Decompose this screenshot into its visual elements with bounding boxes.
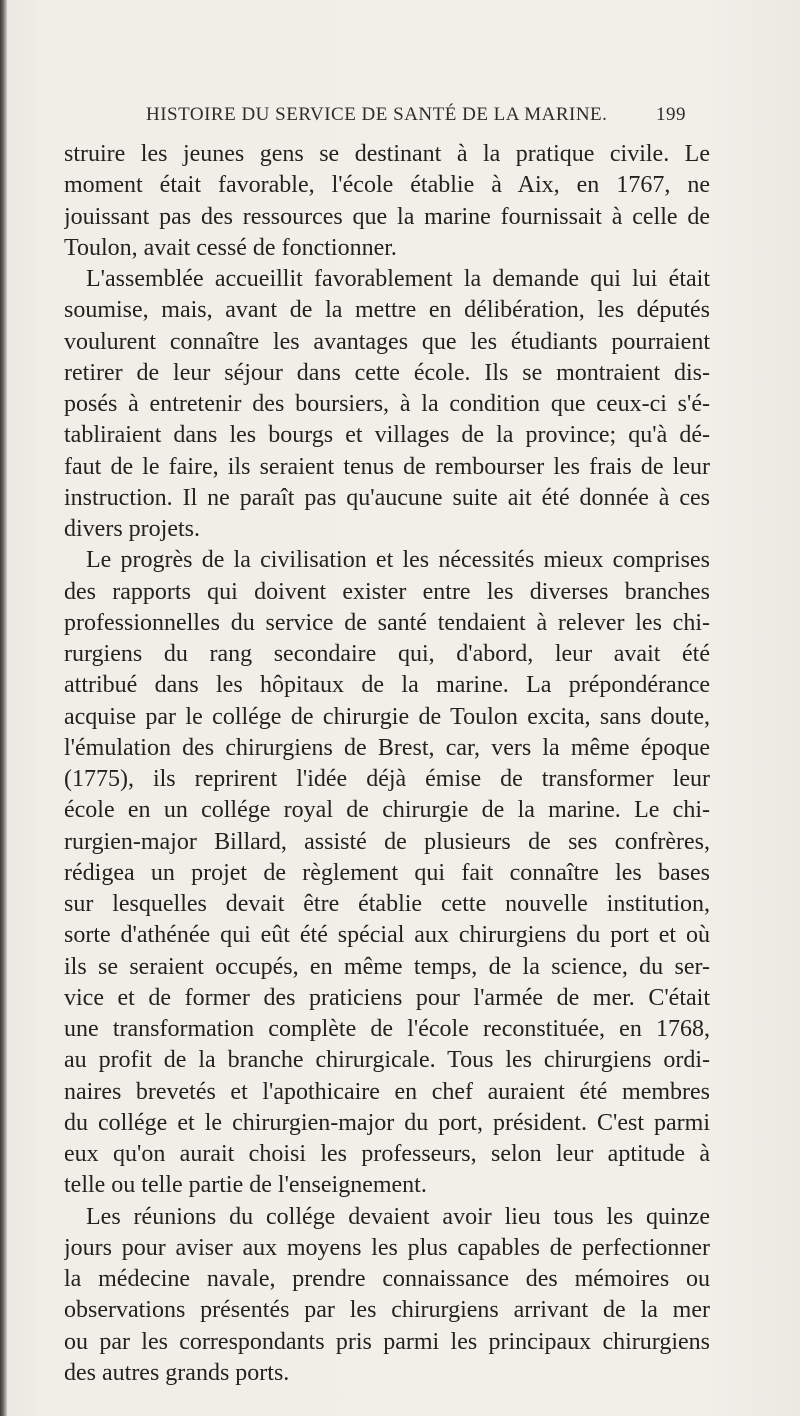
text-line: des rapports qui doivent exister entre les diverses branches xyxy=(64,578,710,605)
body-text xyxy=(64,139,710,1389)
text-line: attribué dans les hôpitaux de la marine. La prépondérance xyxy=(64,672,710,699)
text-line: struire les jeunes gens se destinant à la pratique civile. Le xyxy=(64,141,710,167)
text-line: eux qu'on aurait choisi les professeurs, selon leur aptitude à xyxy=(64,1141,710,1167)
text-line: vice et de former des praticiens pour l'armée de mer. C'était xyxy=(64,984,710,1011)
text-line: tabliraient dans les bourgs et villages de la province; qu'à dé- xyxy=(64,422,710,449)
text-line: acquise par le collége de chirurgie de Toulon excita, sans doute, xyxy=(64,703,710,730)
text-line: jours pour aviser aux moyens les plus capables de perfectionner xyxy=(64,1234,710,1261)
text-line: l'émulation des chirurgiens de Brest, car, vers la même époque xyxy=(64,734,710,761)
text-line: moment était favorable, l'école établie à Aix, en 1767, ne xyxy=(64,172,710,199)
text-line: jouissant pas des ressources que la marine fournissait à celle de xyxy=(64,203,710,230)
text-line: au profit de la branche chirurgicale. Tous les chirurgiens ordi- xyxy=(64,1047,710,1074)
running-header xyxy=(146,104,686,132)
text-line: (1775), ils reprirent l'idée déjà émise de transformer leur xyxy=(64,766,710,792)
text-line: faut de le faire, ils seraient tenus de rembourser les frais de leur xyxy=(64,453,710,480)
text-line: Les réunions du collége devaient avoir lieu tous les quinze xyxy=(86,1203,710,1230)
text-line: du collége et le chirurgien-major du port, président. C'est parmi xyxy=(64,1109,710,1136)
text-line: posés à entretenir des boursiers, à la condition que ceux-ci s'é- xyxy=(64,391,710,417)
text-line: une transformation complète de l'école reconstituée, en 1768, xyxy=(64,1016,710,1042)
text-line: rurgien-major Billard, assisté de plusieurs de ses confrères, xyxy=(64,828,710,855)
text-line: ils se seraient occupés, en même temps, de la science, du ser- xyxy=(64,953,710,980)
text-line: retirer de leur séjour dans cette école. Ils se montraient dis- xyxy=(64,359,710,386)
text-line: des autres grands ports. xyxy=(64,1359,290,1386)
text-line: la médecine navale, prendre connaissance des mémoires ou xyxy=(64,1266,710,1292)
text-line: divers projets. xyxy=(64,516,200,542)
text-line: sorte d'athénée qui eût été spécial aux chirurgiens du port et où xyxy=(64,922,710,949)
text-line: sur lesquelles devait être établie cette nouvelle institution, xyxy=(64,891,710,917)
text-line: école en un collége royal de chirurgie de la marine. Le chi- xyxy=(64,797,710,824)
text-line: observations présentés par les chirurgiens arrivant de la mer xyxy=(64,1297,710,1324)
text-line: rédigea un projet de règlement qui fait connaître les bases xyxy=(64,859,710,886)
text-line: professionnelles du service de santé tendaient à relever les chi- xyxy=(64,609,710,636)
text-line: voulurent connaître les avantages que les étudiants pourraient xyxy=(64,328,710,355)
text-line: rurgiens du rang secondaire qui, d'abord, leur avait été xyxy=(64,641,710,667)
text-line: naires brevetés et l'apothicaire en chef auraient été membres xyxy=(64,1078,710,1105)
text-line: Le progrès de la civilisation et les nécessités mieux comprises xyxy=(86,547,710,574)
text-line: telle ou telle partie de l'enseignement. xyxy=(64,1172,427,1199)
text-line: L'assemblée accueillit favorablement la demande qui lui était xyxy=(86,266,710,292)
text-line: instruction. Il ne paraît pas qu'aucune suite ait été donnée à ces xyxy=(64,484,710,511)
page-binding-edge xyxy=(0,0,7,1416)
text-line: soumise, mais, avant de la mettre en délibération, les députés xyxy=(64,297,710,324)
text-line: Toulon, avait cessé de fonctionner. xyxy=(64,234,397,261)
running-title: HISTOIRE DU SERVICE DE SANTÉ DE LA MARINE. xyxy=(146,104,608,125)
page-number: 199 xyxy=(656,104,686,125)
text-line: ou par les correspondants pris parmi les principaux chirurgiens xyxy=(64,1328,710,1355)
